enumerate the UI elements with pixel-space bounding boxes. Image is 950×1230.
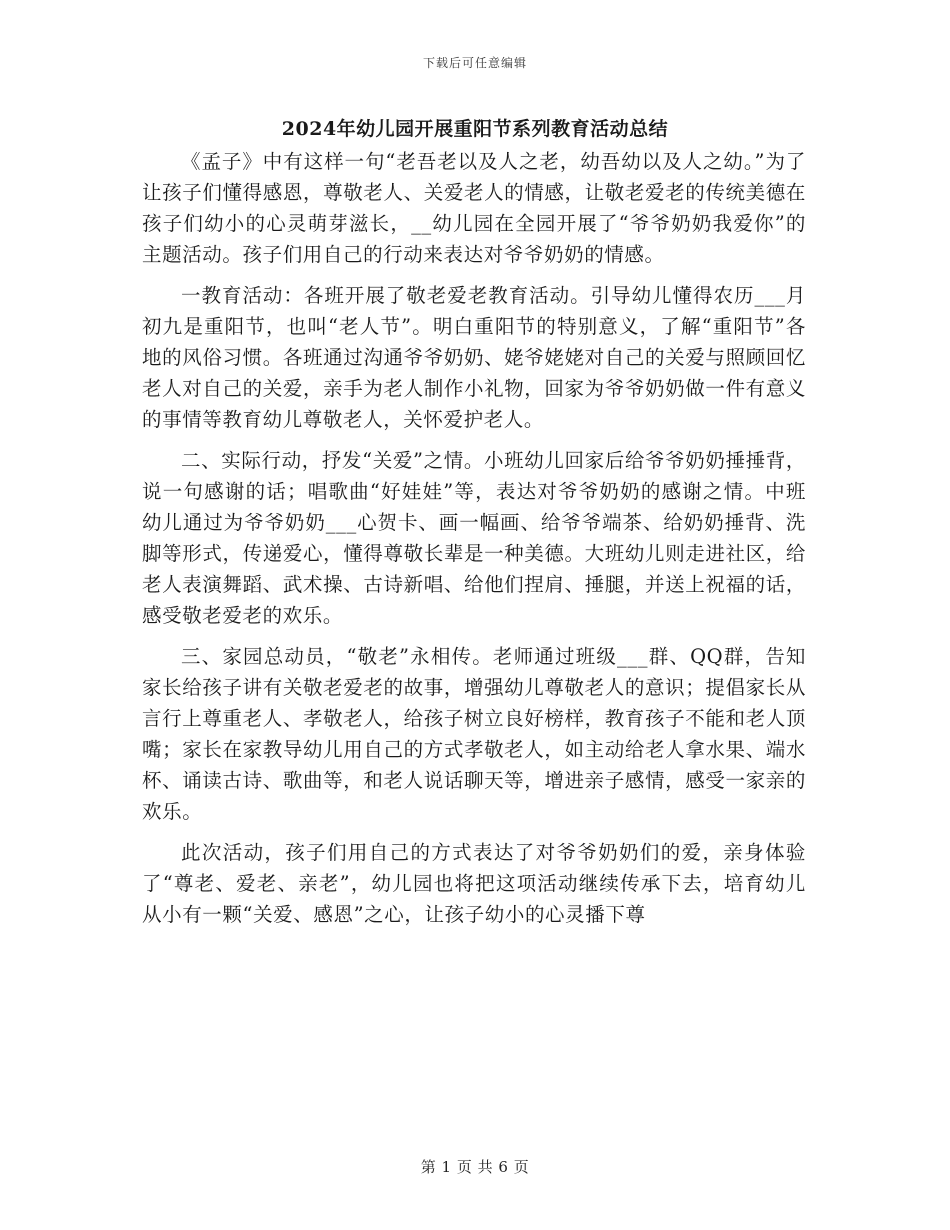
page-header-note: 下载后可任意编辑: [422, 56, 527, 70]
document-title: 2024年幼儿园开展重阳节系列教育活动总结: [281, 118, 669, 140]
paragraph-home-school: 三、家园总动员，“敬老”永相传。老师通过班级___群、QQ群，告知家长给孩子讲有关敬老爱老的故事，增强幼儿尊敬老人的意识；提倡家长从言行上尊重老人、孝敬老人，给孩子树立良好榜样，教育孩子不能和老人顶嘴；家长在家教导幼儿用自己的方式孝敬老人，如主动给老人拿水果、端水杯、诵读古诗、歌曲等，和老人说话聊天等，增进亲子感情，感受一家亲的欢乐。: [142, 645, 806, 823]
page-number: 第 1 页 共 6 页: [420, 1158, 530, 1176]
paragraph-intro: 《孟子》中有这样一句“老吾老以及人之老，幼吾幼以及人之幼。”为了让孩子们懂得感恩，尊敬老人、关爱老人的情感，让敬老爱老的传统美德在孩子们幼小的心灵萌芽滋长，__幼儿园在全园开展了“爷爷奶奶我爱你”的主题活动。孩子们用自己的行动来表达对爷爷奶奶的情感。: [142, 150, 806, 266]
paragraph-practical-action: 二、实际行动，抒发“关爱”之情。小班幼儿回家后给爷爷奶奶捶捶背，说一句感谢的话；唱歌曲“好娃娃”等，表达对爷爷奶奶的感谢之情。中班幼儿通过为爷爷奶奶___心贺卡、画一幅画、给爷爷端茶、给奶奶捶背、洗脚等形式，传递爱心，懂得尊敬长辈是一种美德。大班幼儿则走进社区，给老人表演舞蹈、武术操、古诗新唱、给他们捏肩、捶腿，并送上祝福的话，感受敬老爱老的欢乐。: [142, 449, 806, 627]
paragraph-conclusion: 此次活动，孩子们用自己的方式表达了对爷爷奶奶们的爱，亲身体验了“尊老、爱老、亲老”，幼儿园也将把这项活动继续传承下去，培育幼儿从小有一颗“关爱、感恩”之心，让孩子幼小的心灵播下尊: [142, 841, 806, 926]
paragraph-education-activity: 一教育活动：各班开展了敬老爱老教育活动。引导幼儿懂得农历___月初九是重阳节，也叫“老人节”。明白重阳节的特别意义，了解“重阳节”各地的风俗习惯。各班通过沟通爷爷奶奶、姥爷姥姥对自己的关爱与照顾回忆老人对自己的关爱，亲手为老人制作小礼物，回家为爷爷奶奶做一件有意义的事情等教育幼儿尊敬老人，关怀爱护老人。: [142, 284, 806, 431]
document-body: [142, 146, 806, 940]
